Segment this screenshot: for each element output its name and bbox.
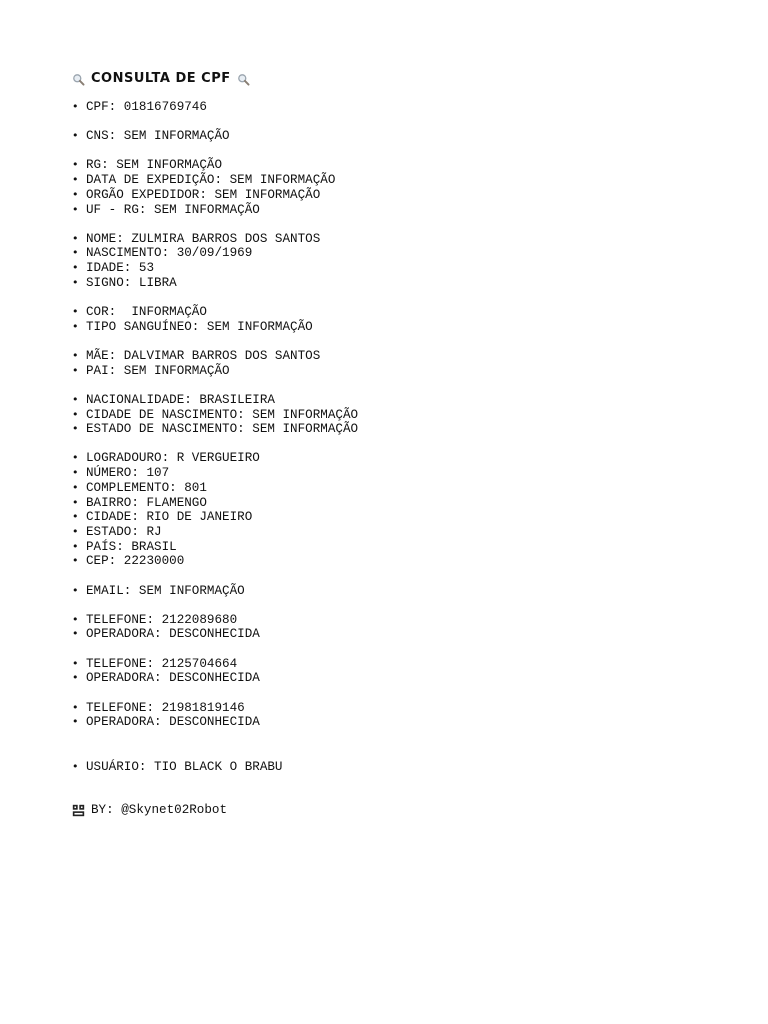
bullet: • bbox=[72, 187, 79, 201]
bullet: • bbox=[72, 524, 79, 538]
field-group bbox=[72, 393, 752, 437]
field-text: ORGÃO EXPEDIDOR: SEM INFORMAÇÃO bbox=[86, 187, 321, 202]
bullet: • bbox=[72, 129, 79, 143]
field-group bbox=[72, 613, 752, 642]
field-text: TIPO SANGUÍNEO: SEM INFORMAÇÃO bbox=[86, 319, 313, 334]
bullet: • bbox=[72, 305, 79, 319]
field-text: CEP: 22230000 bbox=[86, 554, 185, 569]
field-text: EMAIL: SEM INFORMAÇÃO bbox=[86, 583, 245, 598]
field-text: CIDADE: RIO DE JANEIRO bbox=[86, 510, 253, 525]
field-text: RG: SEM INFORMAÇÃO bbox=[86, 158, 223, 173]
bullet: • bbox=[72, 363, 79, 377]
list-item bbox=[72, 584, 752, 599]
field-text: CPF: 01816769746 bbox=[86, 100, 207, 114]
bullet: • bbox=[72, 275, 79, 289]
field-text: NACIONALIDADE: BRASILEIRA bbox=[86, 392, 275, 407]
bullet: • bbox=[72, 466, 79, 480]
field-text: DATA DE EXPEDIÇÃO: SEM INFORMAÇÃO bbox=[86, 173, 336, 188]
list-item bbox=[72, 715, 752, 730]
bullet: • bbox=[72, 656, 79, 670]
list-item bbox=[72, 671, 752, 686]
field-group bbox=[72, 349, 752, 378]
field-groups bbox=[72, 100, 752, 730]
list-item bbox=[72, 481, 752, 496]
list-item bbox=[72, 760, 752, 775]
user-line: USUÁRIO: TIO BLACK O BRABU bbox=[86, 759, 283, 774]
list-item bbox=[72, 540, 752, 555]
list-item bbox=[72, 393, 752, 408]
bullet: • bbox=[72, 583, 79, 597]
list-item bbox=[72, 232, 752, 247]
bullet: • bbox=[72, 451, 79, 465]
title-text: CONSULTA DE CPF bbox=[91, 71, 231, 86]
bullet: • bbox=[72, 612, 79, 626]
field-text: UF - RG: SEM INFORMAÇÃO bbox=[86, 202, 260, 217]
list-item bbox=[72, 305, 752, 320]
field-text: IDADE: 53 bbox=[86, 261, 155, 276]
bullet: • bbox=[72, 510, 79, 524]
list-item bbox=[72, 466, 752, 481]
field-text: NASCIMENTO: 30/09/1969 bbox=[86, 246, 253, 261]
field-text: TELEFONE: 2122089680 bbox=[86, 612, 238, 627]
list-item bbox=[72, 422, 752, 437]
field-text: COR: INFORMAÇÃO bbox=[86, 305, 207, 320]
field-text: OPERADORA: DESCONHECIDA bbox=[86, 671, 260, 686]
list-item bbox=[72, 100, 752, 115]
field-text: CNS: SEM INFORMAÇÃO bbox=[86, 129, 230, 144]
field-group bbox=[72, 232, 752, 291]
bullet: • bbox=[72, 671, 79, 685]
field-text: ESTADO DE NASCIMENTO: SEM INFORMAÇÃO bbox=[86, 422, 359, 437]
bullet: • bbox=[72, 407, 79, 421]
list-item bbox=[72, 525, 752, 540]
field-text: PAÍS: BRASIL bbox=[86, 539, 177, 554]
document bbox=[72, 70, 752, 818]
footer-text: BY: @Skynet02Robot bbox=[91, 803, 228, 818]
field-text: ESTADO: RJ bbox=[86, 524, 162, 539]
bullet: • bbox=[72, 100, 79, 113]
field-group bbox=[72, 305, 752, 334]
field-group bbox=[72, 100, 752, 115]
list-item bbox=[72, 496, 752, 511]
bullet: • bbox=[72, 480, 79, 494]
field-text: TELEFONE: 2125704664 bbox=[86, 656, 238, 671]
field-text: BAIRRO: FLAMENGO bbox=[86, 495, 207, 510]
list-item bbox=[72, 246, 752, 261]
list-item bbox=[72, 554, 752, 569]
field-text: OPERADORA: DESCONHECIDA bbox=[86, 715, 260, 730]
user-group bbox=[72, 760, 752, 775]
field-group bbox=[72, 657, 752, 686]
list-item bbox=[72, 320, 752, 335]
field-group bbox=[72, 701, 752, 730]
field-group bbox=[72, 158, 752, 217]
field-group bbox=[72, 451, 752, 569]
field-text: TELEFONE: 21981819146 bbox=[86, 700, 245, 715]
page-title bbox=[72, 70, 752, 88]
list-item bbox=[72, 158, 752, 173]
field-text: NÚMERO: 107 bbox=[86, 466, 170, 481]
bullet: • bbox=[72, 422, 79, 436]
field-text: MÃE: DALVIMAR BARROS DOS SANTOS bbox=[86, 348, 321, 363]
bullet: • bbox=[72, 700, 79, 714]
list-item bbox=[72, 261, 752, 276]
bullet: • bbox=[72, 202, 79, 216]
list-item bbox=[72, 510, 752, 525]
field-text: NOME: ZULMIRA BARROS DOS SANTOS bbox=[86, 231, 321, 246]
field-text: PAI: SEM INFORMAÇÃO bbox=[86, 363, 230, 378]
bullet: • bbox=[72, 627, 79, 641]
list-item bbox=[72, 657, 752, 672]
list-item bbox=[72, 276, 752, 291]
bullet: • bbox=[72, 392, 79, 406]
list-item bbox=[72, 613, 752, 628]
bullet: • bbox=[72, 539, 79, 553]
field-text: CIDADE DE NASCIMENTO: SEM INFORMAÇÃO bbox=[86, 407, 359, 422]
bullet: • bbox=[72, 173, 79, 187]
bullet: • bbox=[72, 231, 79, 245]
list-item bbox=[72, 203, 752, 218]
bullet: • bbox=[72, 158, 79, 172]
bullet: • bbox=[72, 715, 79, 729]
list-item bbox=[72, 627, 752, 642]
list-item bbox=[72, 349, 752, 364]
field-text: SIGNO: LIBRA bbox=[86, 275, 177, 290]
list-item bbox=[72, 408, 752, 423]
bullet: • bbox=[72, 495, 79, 509]
robot-icon bbox=[72, 804, 85, 817]
list-item bbox=[72, 364, 752, 379]
bullet: • bbox=[72, 319, 79, 333]
list-item bbox=[72, 173, 752, 188]
list-item bbox=[72, 451, 752, 466]
list-item bbox=[72, 701, 752, 716]
list-item bbox=[72, 188, 752, 203]
bullet: • bbox=[72, 759, 79, 773]
bullet: • bbox=[72, 554, 79, 568]
bullet: • bbox=[72, 261, 79, 275]
bullet: • bbox=[72, 348, 79, 362]
magnifier-icon bbox=[72, 73, 85, 86]
field-text: COMPLEMENTO: 801 bbox=[86, 480, 207, 495]
magnifier-icon bbox=[237, 73, 250, 86]
bullet: • bbox=[72, 246, 79, 260]
field-text: OPERADORA: DESCONHECIDA bbox=[86, 627, 260, 642]
list-item bbox=[72, 129, 752, 144]
field-group bbox=[72, 129, 752, 144]
field-text: LOGRADOURO: R VERGUEIRO bbox=[86, 451, 260, 466]
field-group bbox=[72, 584, 752, 599]
footer-credit bbox=[72, 802, 752, 818]
